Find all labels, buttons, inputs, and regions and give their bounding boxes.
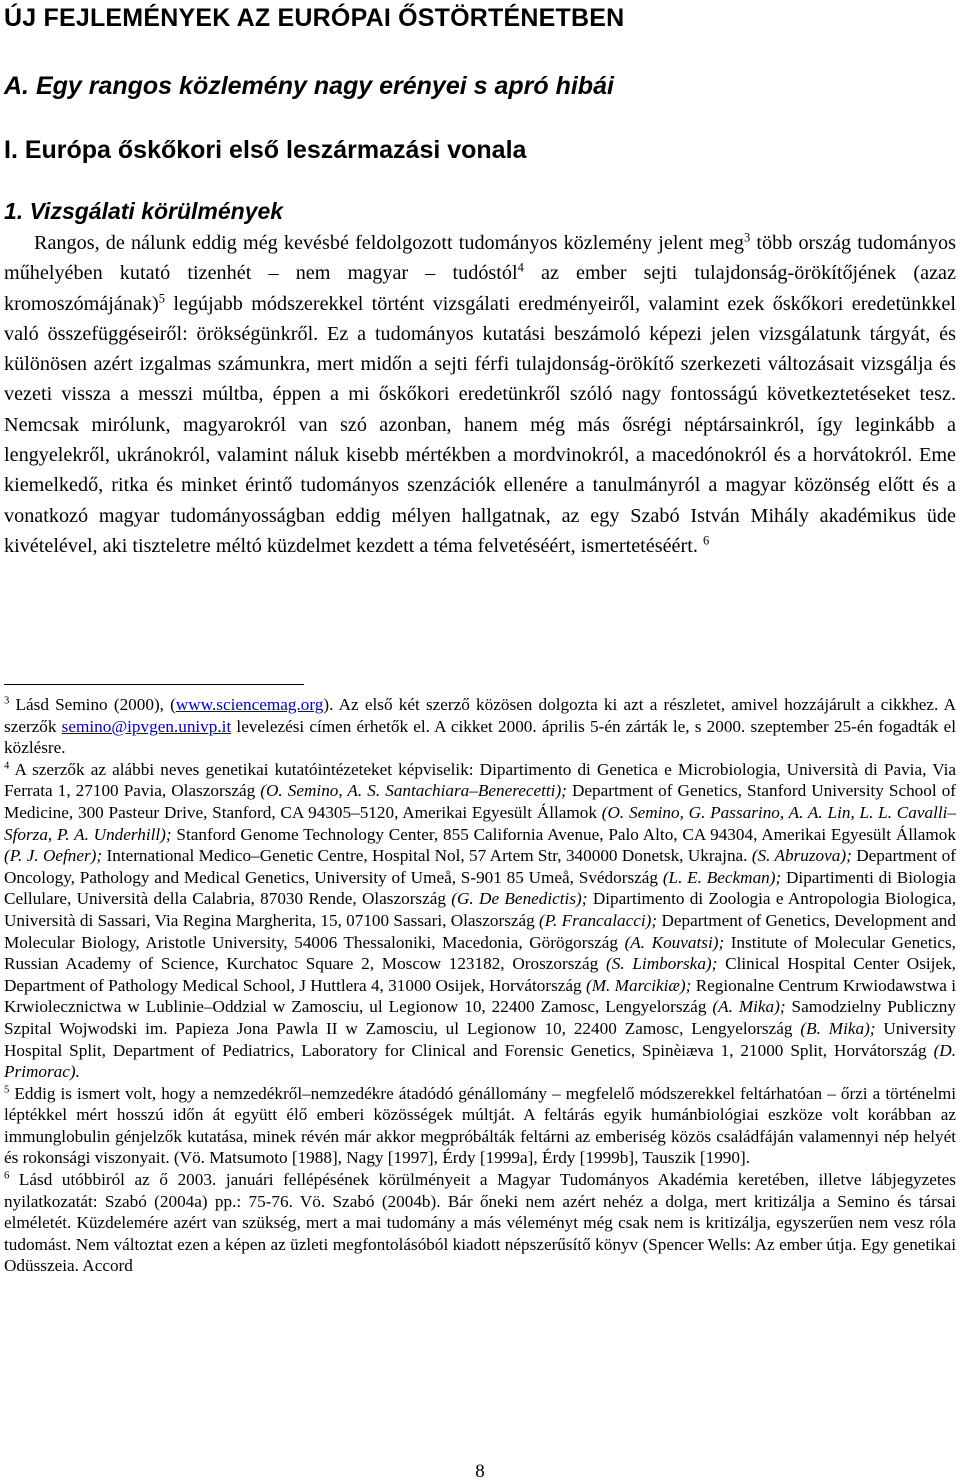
- footnote-number: 3: [4, 695, 10, 707]
- footnote-3: [4, 694, 956, 759]
- footnote-text: Lásd Semino (2000), (: [9, 695, 176, 714]
- footnote-text: Institute of Molecular Genetics, Russian Academy of Science, Kurchatoc Square 2, Moscow 123182, Oroszország: [4, 932, 956, 974]
- footnote-text: Regionalne Centrum Krwiodawstwa i Krwiolecznictwa w Lublinie–Oddzial w Zamosciu, ul Legionow 10, 22400 Zamosc, Lengyelország: [4, 975, 956, 1017]
- footnote-ref-4[interactable]: 4: [517, 260, 524, 275]
- footnote-text: Stanford Genome Technology Center, 855 California Avenue, Palo Alto, CA 94304, Amerikai Egyesült Államok: [171, 824, 956, 844]
- author-names: (O. Semino, A. S. Santachiara–Benerecetti);: [260, 781, 567, 801]
- author-names: (D. Primorac).: [4, 1040, 956, 1082]
- page-number: 8: [475, 1461, 485, 1482]
- footnote-6: [4, 1169, 956, 1277]
- footnote-text: International Medico–Genetic Centre, Hospital Nol, 57 Artem Str, 340000 Donetsk, Ukrajna.: [102, 846, 752, 866]
- footnote-text: Samodzielny Publiczny Szpital Wojwodski im. Papieza Jona Pawla II w Zamosciu, ul Legionow 10, 22400 Zamosc, Lengyelország: [4, 997, 956, 1038]
- author-names: (S. Limborska);: [606, 954, 718, 974]
- footnote-ref-3[interactable]: 3: [744, 230, 751, 245]
- footnote-number: 4: [4, 760, 10, 772]
- footnote-ref-5[interactable]: 5: [158, 290, 165, 305]
- author-names: (B. Mika);: [800, 1018, 876, 1038]
- footnote-text: A szerzők az alábbi neves genetikai kutatóintézeteket képviselik: Dipartimento di Genetica e Microbiologia, Università di Pavia, Via Ferrata 1, 27100 Pavia, Olaszország: [4, 759, 956, 801]
- footnote-ref-6[interactable]: 6: [702, 533, 710, 548]
- document-title: ÚJ FEJLEMÉNYEK AZ EURÓPAI ŐSTÖRTÉNETBEN: [4, 4, 625, 32]
- footnote-5: [4, 1083, 956, 1169]
- footnote-text: University Hospital Split, Department of Pediatrics, Laboratory for Clinical and Forensic Genetics, Spinèiæva 1, 21000 Split, Horvátország: [4, 1018, 956, 1060]
- footnote-number: 5: [4, 1083, 10, 1095]
- section-i-heading: I. Európa őskőkori első leszármazási vonala: [4, 136, 527, 164]
- footnote-text: Eddig is ismert volt, hogy a nemzedékről–nemzedékre átadódó génállomány – megfelelő módszerekkel feltárhatóan – őrzi a történelmi léptékkel mért hosszú időn át együtt élő emberi közösségek múltját. A feltárás egyik humánbiológiai eszköze volt korábban az immunglobulin génjelzők kutatása, minek révén már akkor megpróbálták feltárni az emberiség közös családfáján valamennyi nép helyét és rokonsági viszonyait. (Vö. Matsumoto [1988], Nagy [1997], Érdy [1999a], Érdy [1999b], Tauszik [1990].: [4, 1083, 956, 1168]
- email-link[interactable]: semino@ipvgen.univp.it: [61, 716, 232, 736]
- footnote-number: 6: [4, 1170, 10, 1182]
- author-names: (A. Mika);: [712, 997, 786, 1017]
- footnotes: [4, 694, 956, 1277]
- subsection-heading: 1. Vizsgálati körülmények: [4, 198, 284, 224]
- footnote-4: [4, 759, 956, 1083]
- footnote-text: Department of Genetics, Stanford University School of Medicine, 300 Pasteur Drive, Stanford, CA 94305–5120, Amerikai Egyesült Államok: [4, 781, 957, 822]
- body-text-1: Rangos, de nálunk eddig még kevésbé feldolgozott tudományos közlemény jelent meg: [34, 232, 745, 254]
- footnote-text: Lásd utóbbiról az ő 2003. januári fellépésének körülményeit a Magyar Tudományos Akadémia keretében, illetve lábjegyzetes nyilatkozatát: Szabó (2004a) pp.: 75-76. Vö. Szabó (2004b). Bár őneki nem azért nehéz a dolga, mert kritizálja a Semino és társai elméletét. Küzdelemére azért van szükség, mert a mai tudomány a más véleményt még csak nem is kritizálja, egyszerűen nem vesz róla tudomást. Nem változtat ezen a képen az üzleti megfontolásóból kiadott népszerűsítő könyv (Spencer Wells: Az ember útja. Egy genetikai Odüsszeia. Accord: [4, 1170, 956, 1276]
- author-names: (L. E. Beckman);: [662, 867, 782, 887]
- footnote-text: Clinical Hospital Center Osijek, Department of Pathology Medical School, J Huttlera 4, 31000 Osijek, Horvátország: [4, 954, 956, 995]
- footnote-text: Dipartimento di Zoologia e Antropologia Biologica, Università di Sassari, Via Regina Margherita, 15, 07100 Sassari, Olaszország: [4, 889, 957, 930]
- footnote-text: levelezési címen érhetők el. A cikket 2000. április 5-én zárták le, s 2000. szeptember 25-én fogadták el közlésre.: [4, 716, 956, 758]
- author-names: (P. Francalacci);: [539, 910, 658, 930]
- sciencemag-link[interactable]: www.sciencemag.org: [175, 695, 324, 714]
- author-names: (O. Semino, G. Passarino, A. A. Lin, L. L. Cavalli–Sforza, P. A. Underhill);: [4, 802, 957, 844]
- body-text-3: az ember sejti tulajdonság-örökítőjének (azaz kromoszómájának): [4, 262, 956, 315]
- footnote-text: Department of Oncology, Pathology and Medical Genetics, University of Umeå, S-901 85 Umeå, Svédország: [4, 846, 956, 887]
- body-paragraph: [4, 228, 956, 561]
- author-names: (S. Abruzova);: [751, 846, 852, 866]
- footnote-text: ). Az első két szerző közösen dolgozta ki azt a részletet, amivel hozzájárult a cikkhez. A szerzők: [4, 695, 957, 736]
- author-names: (A. Kouvatsi);: [624, 932, 725, 952]
- body-text-4: legújabb módszerekkel történt vizsgálati eredményeiről, valamint ezek őskőkori eredetünkkel való összefüggéseiről: örökségünkről. Ez a tudományos kutatási beszámoló képezi jelen vizsgálatunk tárgyát, és különösen azért izgalmas számunkra, mert midőn a sejti férfi tulajdonság-örökítő szerkezeti változásait vizsgálja és vezeti vissza a messzi múltba, éppen a mi őskőkori eredetünkről szóló nagy fontosságú következtetéseket tesz. Nemcsak mirólunk, magyarokról van szó azonban, hanem még más ősrégi néptársainkról, így leginkább a lengyelekről, ukránokról, valamint náluk kisebb mértékben a mordvinokról, a macedónokról és a horvátokról. Eme kiemelkedő, ritka és minket érintő tudományos szenzációk ellenére a tanulmányról a magyar közönség előtt és a vonatkozó magyar tudományosságban eddig mélyen hallgatnak, az egy Szabó István Mihály akadémikus üde kivételével, aki tiszteletre méltó küzdelmet kezdett a téma felvetéséért, ismertetéséért.: [4, 292, 956, 557]
- footnote-separator: [4, 684, 304, 685]
- author-names: (M. Marcikiæ);: [585, 975, 692, 995]
- body-text-2: több ország tudományos műhelyében kutató tizenhét – nem magyar – tudóstól: [4, 232, 956, 285]
- footnote-text: Department of Genetics, Development and Molecular Biology, Aristotle University, 54006 Thessaloniki, Macedonia, Görögország: [4, 910, 956, 952]
- section-a-heading: A. Egy rangos közlemény nagy erényei s apró hibái: [4, 72, 614, 100]
- author-names: (G. De Benedictis);: [451, 889, 588, 909]
- author-names: (P. J. Oefner);: [4, 846, 103, 866]
- footnote-text: Dipartimenti di Biologia Cellulare, Università della Calabria, 87030 Rende, Olaszország: [4, 867, 956, 909]
